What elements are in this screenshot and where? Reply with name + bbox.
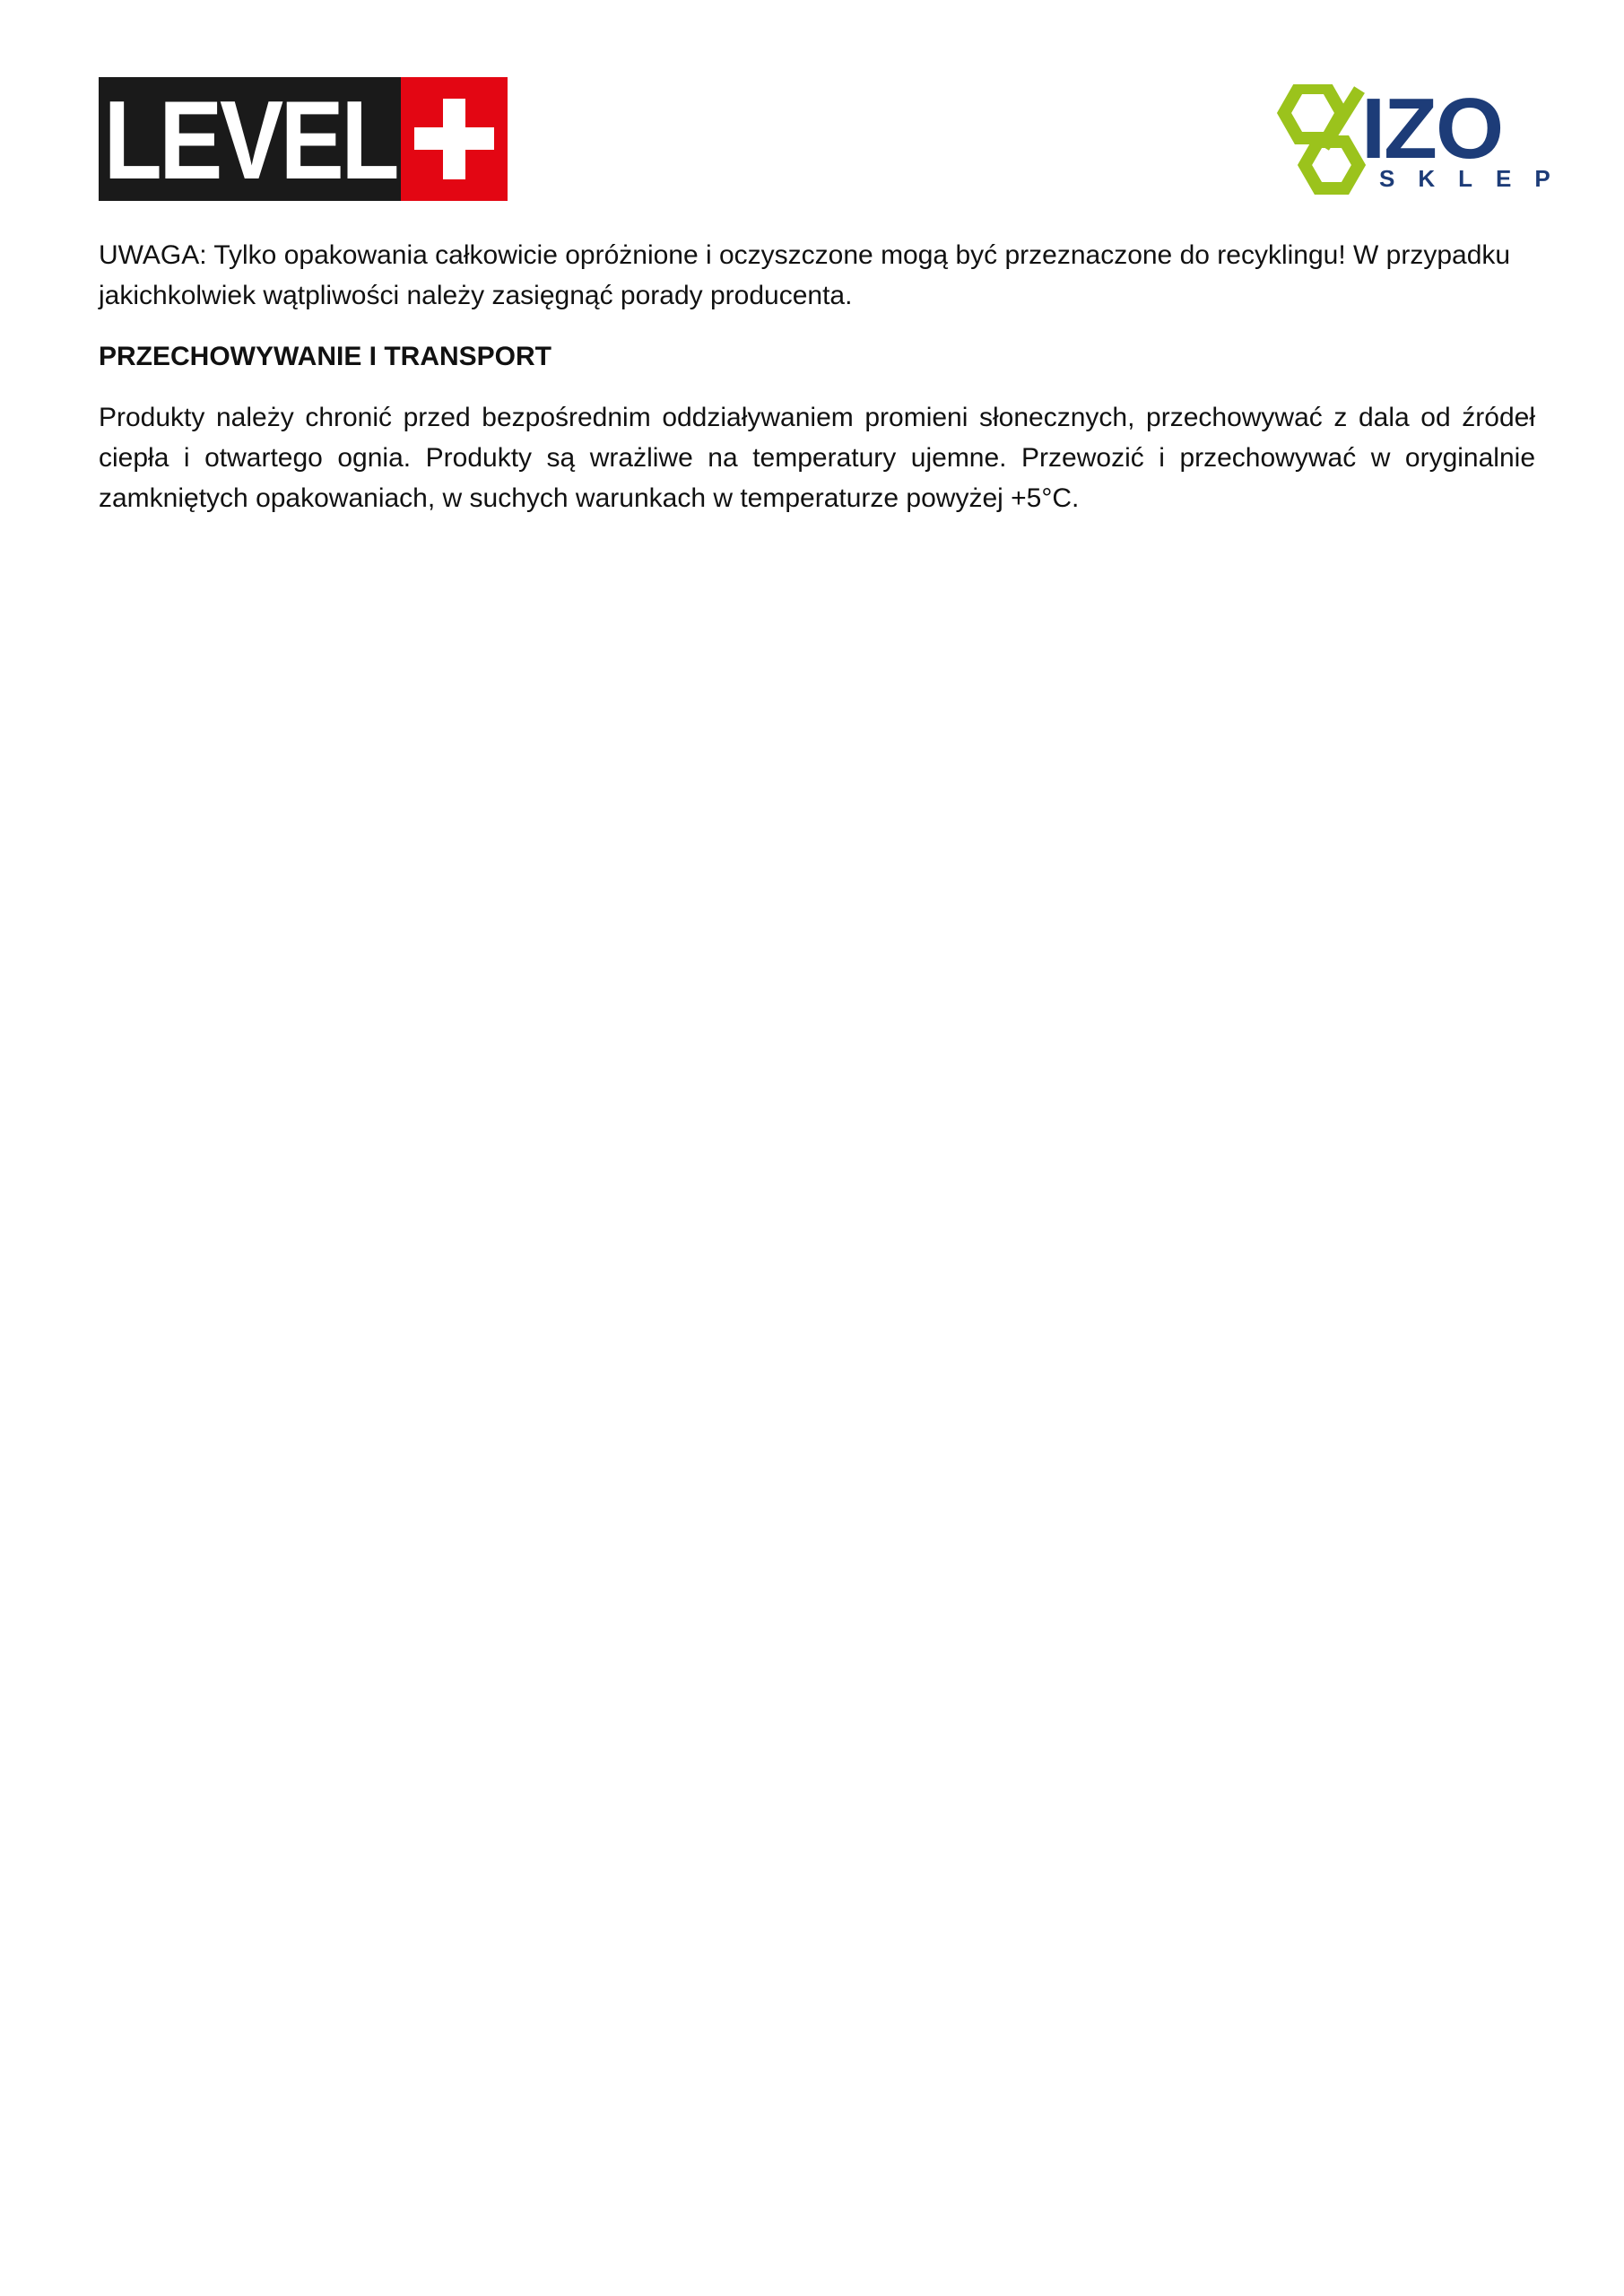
- storage-paragraph: Produkty należy chronić przed bezpośrednim oddziaływaniem promieni słonecznych, przechowywać z dala od źródeł ciepła i otwartego ognia. Produkty są wrażliwe na temperatury ujemne. Przewozić i przechowywać w oryginalnie zamkniętych opakowaniach, w suchych warunkach w temperaturze powyżej +5°C.: [99, 403, 1535, 513]
- izo-logo-text: IZO: [1361, 81, 1503, 177]
- izo-sklep-logo: [1272, 81, 1574, 196]
- level-logo-black-block: [99, 77, 401, 201]
- level-logo-red-block: [401, 77, 508, 201]
- document-body: [99, 235, 1535, 518]
- section-heading-storage-transport: PRZECHOWYWANIE I TRANSPORT: [99, 342, 552, 371]
- hexagon-mark-icon: [1272, 84, 1370, 196]
- level-logo-text: LEVEL: [103, 79, 396, 203]
- izo-logo-subtext: SKLEP: [1379, 165, 1574, 192]
- level-plus-logo: [99, 77, 508, 201]
- plus-icon: [401, 77, 508, 201]
- warning-paragraph: UWAGA: Tylko opakowania całkowicie opróżnione i oczyszczone mogą być przeznaczone do recyklingu! W przypadku jakichkolwiek wątpliwości należy zasięgnąć porady producenta.: [99, 240, 1511, 310]
